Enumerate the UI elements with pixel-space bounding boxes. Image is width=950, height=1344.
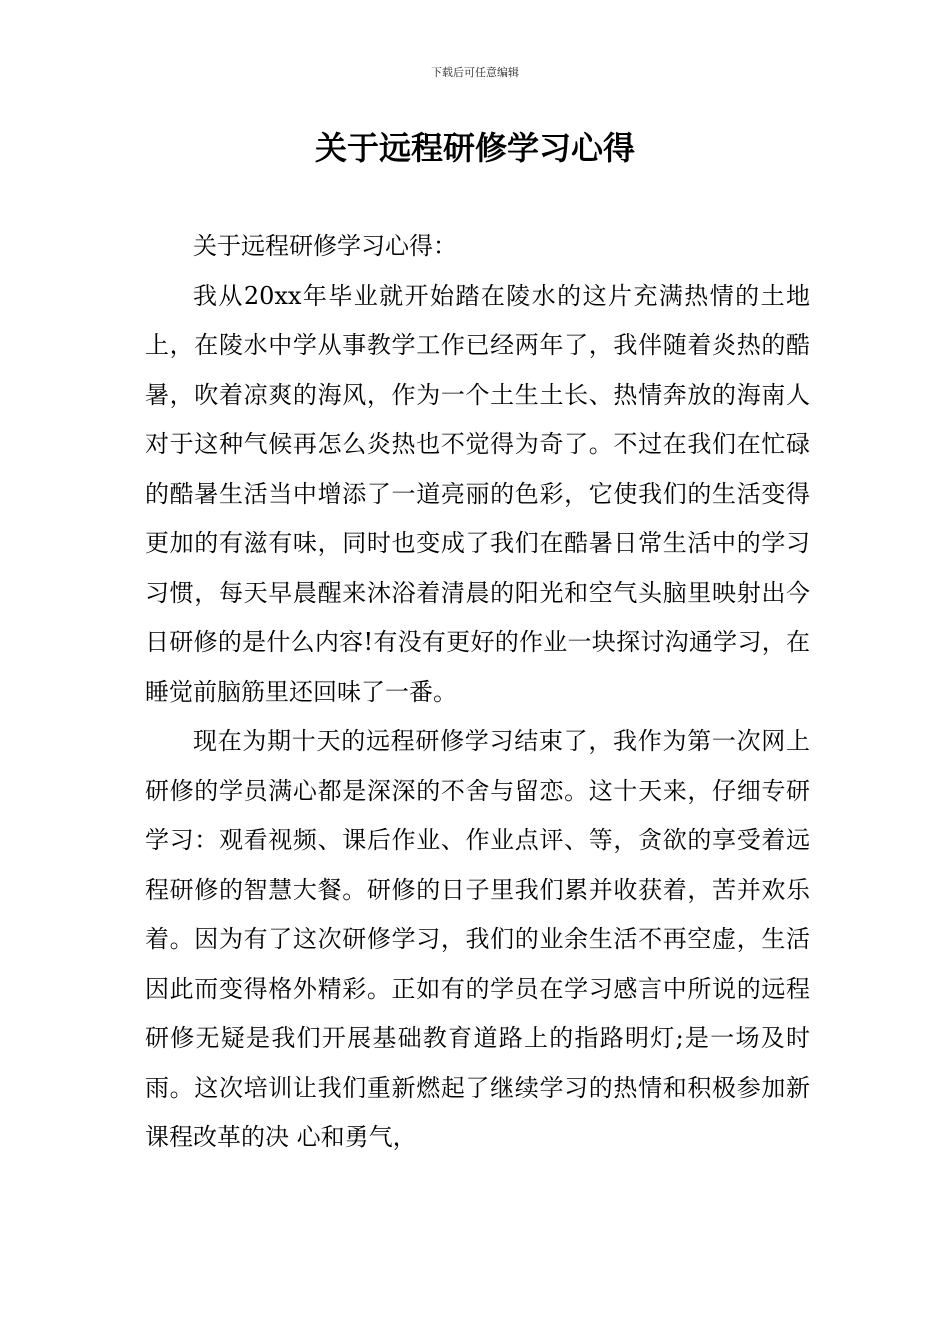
document-title: 关于远程研修学习心得 [314, 129, 635, 167]
paragraph-2: 现在为期十天的远程研修学习结束了，我作为第一次网上研修的学员满心都是深深的不舍与留恋。这十天来，仔细专研学习：观看视频、课后作业、作业点评、等，贪欲的享受着远程研修的智慧大餐。研修的日子里我们累并收获着，苦并欢乐着。因为有了这次研修学习，我们的业余生活不再空虚，生活因此而变得格外精彩。正如有的学员在学习感言中所说的远程研修无疑是我们开展基础教育道路上的指路明灯;是一场及时雨。这次培训让我们重新燃起了继续学习的热情和积极参加新课程改革的决 心和勇气， [145, 727, 810, 1151]
page-header-note: 下载后可任意编辑 [431, 66, 519, 79]
paragraph-salutation: 关于远程研修学习心得： [193, 232, 457, 260]
paragraph-1: 我从20xx年毕业就开始踏在陵水的这片充满热情的土地上，在陵水中学从事教学工作已经两年了，我伴随着炎热的酷暑，吹着凉爽的海风，作为一个土生土长、热情奔放的海南人对于这种气候再怎么炎热也不觉得为奇了。不过在我们在忙碌的酷暑生活当中增添了一道亮丽的色彩，它使我们的生活变得更加的有滋有味，同时也变成了我们在酷暑日常生活中的学习习惯，每天早晨醒来沐浴着清晨的阳光和空气头脑里映射出今日研修的是什么内容!有没有更好的作业一块探讨沟通学习，在睡觉前脑筋里还回味了一番。 [145, 281, 810, 706]
document-body [145, 222, 810, 1163]
